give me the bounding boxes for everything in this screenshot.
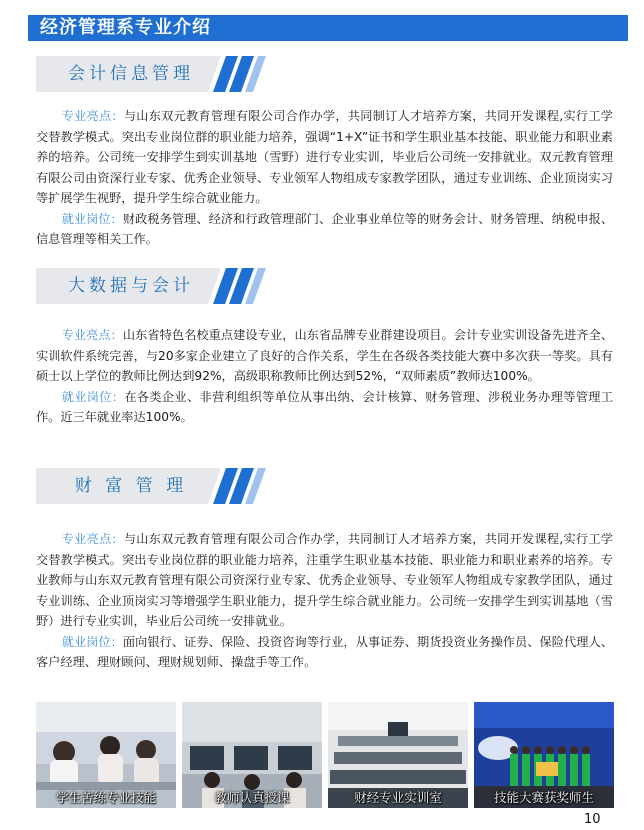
page-title: 经济管理系专业介绍 <box>40 17 211 38</box>
highlight-label: 专业亮点： <box>61 532 124 546</box>
photo-caption: 学生苦练专业技能 <box>55 790 156 805</box>
highlight-paragraph <box>36 529 613 632</box>
section-body-1 <box>36 106 613 250</box>
jobs-paragraph <box>36 387 613 428</box>
section-title: 会计信息管理 <box>68 64 194 84</box>
jobs-text: 在各类企业、非营利组织等单位从事出纳、会计核算、财务管理、涉税业务办理等管理工作。近三年就业率达100%。 <box>36 389 614 424</box>
jobs-text: 面向银行、证券、保险、投资咨询等行业，从事证券、期货投资业务操作员、保险代理人、客户经理、理财顾问、理财规划师、操盘手等工作。 <box>36 634 614 669</box>
highlight-text: 与山东双元教育管理有限公司合作办学，共同制订人才培养方案，共同开发课程,实行工学交替教学模式。突出专业岗位群的职业能力培养，强调“1+X”证书和学生职业基本技能、职业能力和职业素养的培养。公司统一安排学生到实训基地（雪野）进行专业实训，毕业后公司统一安排就业。双元教育管理有限公司由资深行业专家、优秀企业领导、专业领军人物组成专家教学团队，通过专业训练、企业顶岗实习等扩展学生视野，提升学生综合就业能力。 <box>36 109 613 205</box>
highlight-label: 专业亮点： <box>61 328 123 342</box>
section-body-3 <box>36 529 613 673</box>
page-number: 10 <box>584 812 601 827</box>
jobs-paragraph <box>36 209 613 250</box>
jobs-paragraph <box>36 632 613 673</box>
highlight-label: 专业亮点： <box>61 109 124 123</box>
photo-caption: 财经专业实训室 <box>354 790 442 805</box>
photo-finance-lab <box>328 702 468 808</box>
jobs-label: 就业岗位： <box>61 211 123 226</box>
photo-students-practice <box>36 702 176 808</box>
section-banner-1 <box>36 56 276 92</box>
photo-strip <box>36 702 613 808</box>
section-banner-2 <box>36 268 276 304</box>
highlight-paragraph <box>36 106 613 209</box>
highlight-paragraph <box>36 325 613 387</box>
page-header <box>28 15 628 41</box>
section-title: 大数据与会计 <box>68 276 194 296</box>
section-title: 财 富 管 理 <box>74 476 188 496</box>
jobs-label: 就业岗位： <box>61 389 125 404</box>
photo-caption: 技能大赛获奖师生 <box>493 790 594 805</box>
photo-caption: 教师认真授课 <box>214 790 290 805</box>
photo-teacher-teaching <box>182 702 322 808</box>
section-banner-3 <box>36 468 276 504</box>
highlight-text: 山东省特色名校重点建设专业，山东省品牌专业群建设项目。会计专业实训设备先进齐全、实训软件系统完善，与20多家企业建立了良好的合作关系，学生在各级各类技能大赛中多次获一等奖。具有硕士以上学位的教师比例达到92%，高级职称教师比例达到52%，“双师素质”教师达100%。 <box>36 328 614 383</box>
jobs-text: 财政税务管理、经济和行政管理部门、企业事业单位等的财务会计、财务管理、纳税申报、信息管理等相关工作。 <box>36 211 614 246</box>
highlight-text: 与山东双元教育管理有限公司合作办学，共同制订人才培养方案，共同开发课程,实行工学交替教学模式。突出专业岗位群的职业能力培养，注重学生职业基本技能、职业能力和职业素养的培养。专业教师与山东双元教育管理有限公司资深行业专家、优秀企业领导、专业领军人物组成专家教学团队，通过专业训练、企业顶岗实习等增强学生职业能力，提升学生综合就业能力。公司统一安排学生到实训基地（雪野）进行专业实训，毕业后公司统一安排就业。 <box>36 532 613 628</box>
section-body-2 <box>36 325 613 428</box>
photo-award-winners <box>474 702 614 808</box>
jobs-label: 就业岗位： <box>61 634 123 649</box>
